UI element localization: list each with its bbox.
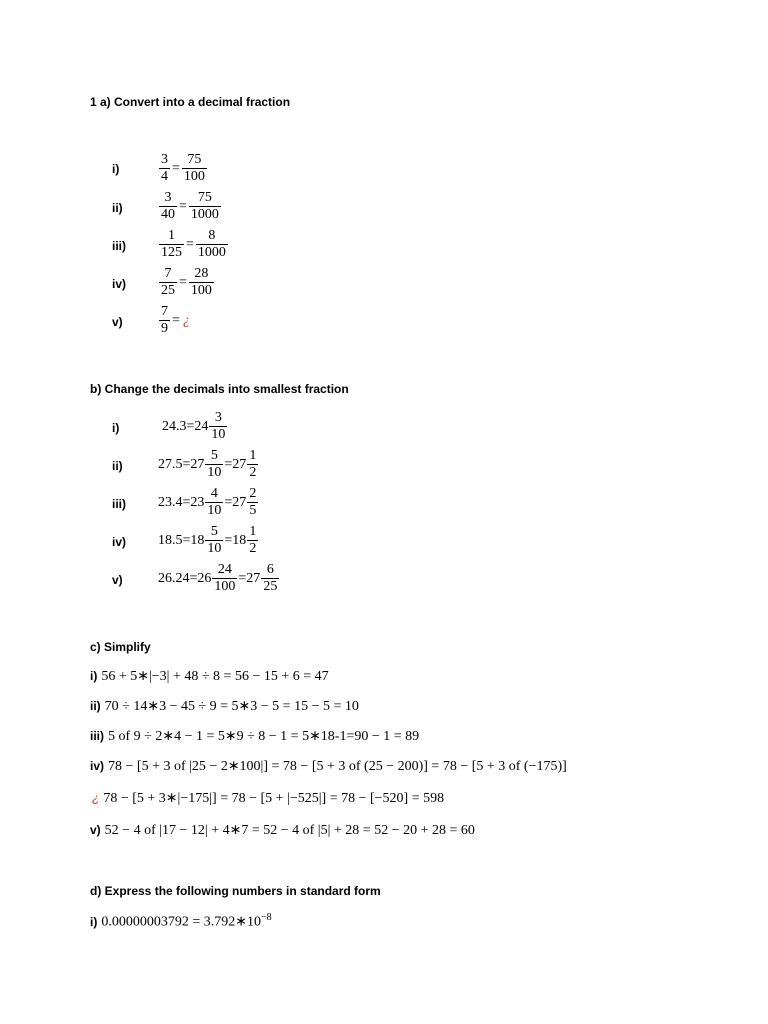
part-c-item-6: v) 52 − 4 of |17 − 12| + 4∗7 = 52 − 4 of |5| + 28 = 52 − 20 + 28 = 60	[90, 823, 475, 838]
part-b-num-2: ii)	[112, 459, 123, 473]
part-b-num-3: iii)	[112, 497, 126, 511]
part-b-item-5: 26.24=26 $\frac{24}{100}$ =27 $\frac{6}{25}$	[158, 562, 278, 594]
part-c-item-4: iv) 78 − [5 + 3 of |25 − 2∗100|] = 78 − [5 + 3 of (25 − 200)] = 78 − [5 + 3 of (−175)]	[90, 759, 567, 774]
part-a-item-3: $\frac{1}{125}$ = $\frac{8}{1000}$	[161, 228, 226, 260]
part-a-num-3: iii)	[112, 239, 126, 253]
heading-part-b: b) Change the decimals into smallest fraction	[90, 382, 349, 396]
heading-part-a: 1 a) Convert into a decimal fraction	[90, 95, 291, 109]
part-c-item-3: iii) 5 of 9 ÷ 2∗4 − 1 = 5∗9 ÷ 8 − 1 = 5∗18-1=90 − 1 = 89	[90, 729, 420, 744]
encoding-error-mark: ¿	[182, 312, 190, 328]
part-b-item-4: 18.5=18 $\frac{5}{10}$ =18 $\frac{1}{2}$	[158, 524, 257, 556]
part-a-item-4: $\frac{7}{25}$ = $\frac{28}{100}$	[161, 266, 212, 298]
part-c-item-1: i) 56 + 5∗|−3| + 48 ÷ 8 = 56 − 15 + 6 = 47	[90, 669, 329, 684]
part-b-item-2: 27.5=27 $\frac{5}{10}$ =27 $\frac{1}{2}$	[158, 448, 257, 480]
part-b-item-1: 24.3=24 $\frac{3}{10}$	[162, 410, 226, 442]
part-b-num-5: v)	[112, 573, 123, 587]
part-a-item-1: $\frac{3}{4}$ = $\frac{75}{100}$	[161, 152, 205, 184]
part-c-item-5: ¿ 78 − [5 + 3∗|−175|] = 78 − [5 + |−525|] = 78 − [−520] = 598	[92, 791, 445, 806]
part-a-item-5: $\frac{7}{9}$ = ¿	[161, 304, 190, 336]
part-a-num-2: ii)	[112, 201, 123, 215]
part-d-item-1: i) $0.00000003792 = 3.792∗10^{-8}$	[90, 912, 272, 930]
heading-part-c: c) Simplify	[90, 640, 151, 654]
part-b-num-1: i)	[112, 421, 120, 435]
part-a-num-1: i)	[112, 162, 120, 176]
part-a-num-4: iv)	[112, 277, 127, 291]
part-b-item-3: 23.4=23 $\frac{4}{10}$ =27 $\frac{2}{5}$	[158, 486, 257, 518]
encoding-error-mark: ¿	[92, 791, 100, 805]
part-b-num-4: iv)	[112, 535, 127, 549]
part-c-item-2: ii) 70 ÷ 14∗3 − 45 ÷ 9 = 5∗3 − 5 = 15 − 5 = 10	[90, 699, 359, 714]
part-a-num-5: v)	[112, 315, 123, 329]
heading-part-d: d) Express the following numbers in standard form	[90, 884, 381, 898]
part-a-item-2: $\frac{3}{40}$ = $\frac{75}{1000}$	[161, 190, 219, 222]
